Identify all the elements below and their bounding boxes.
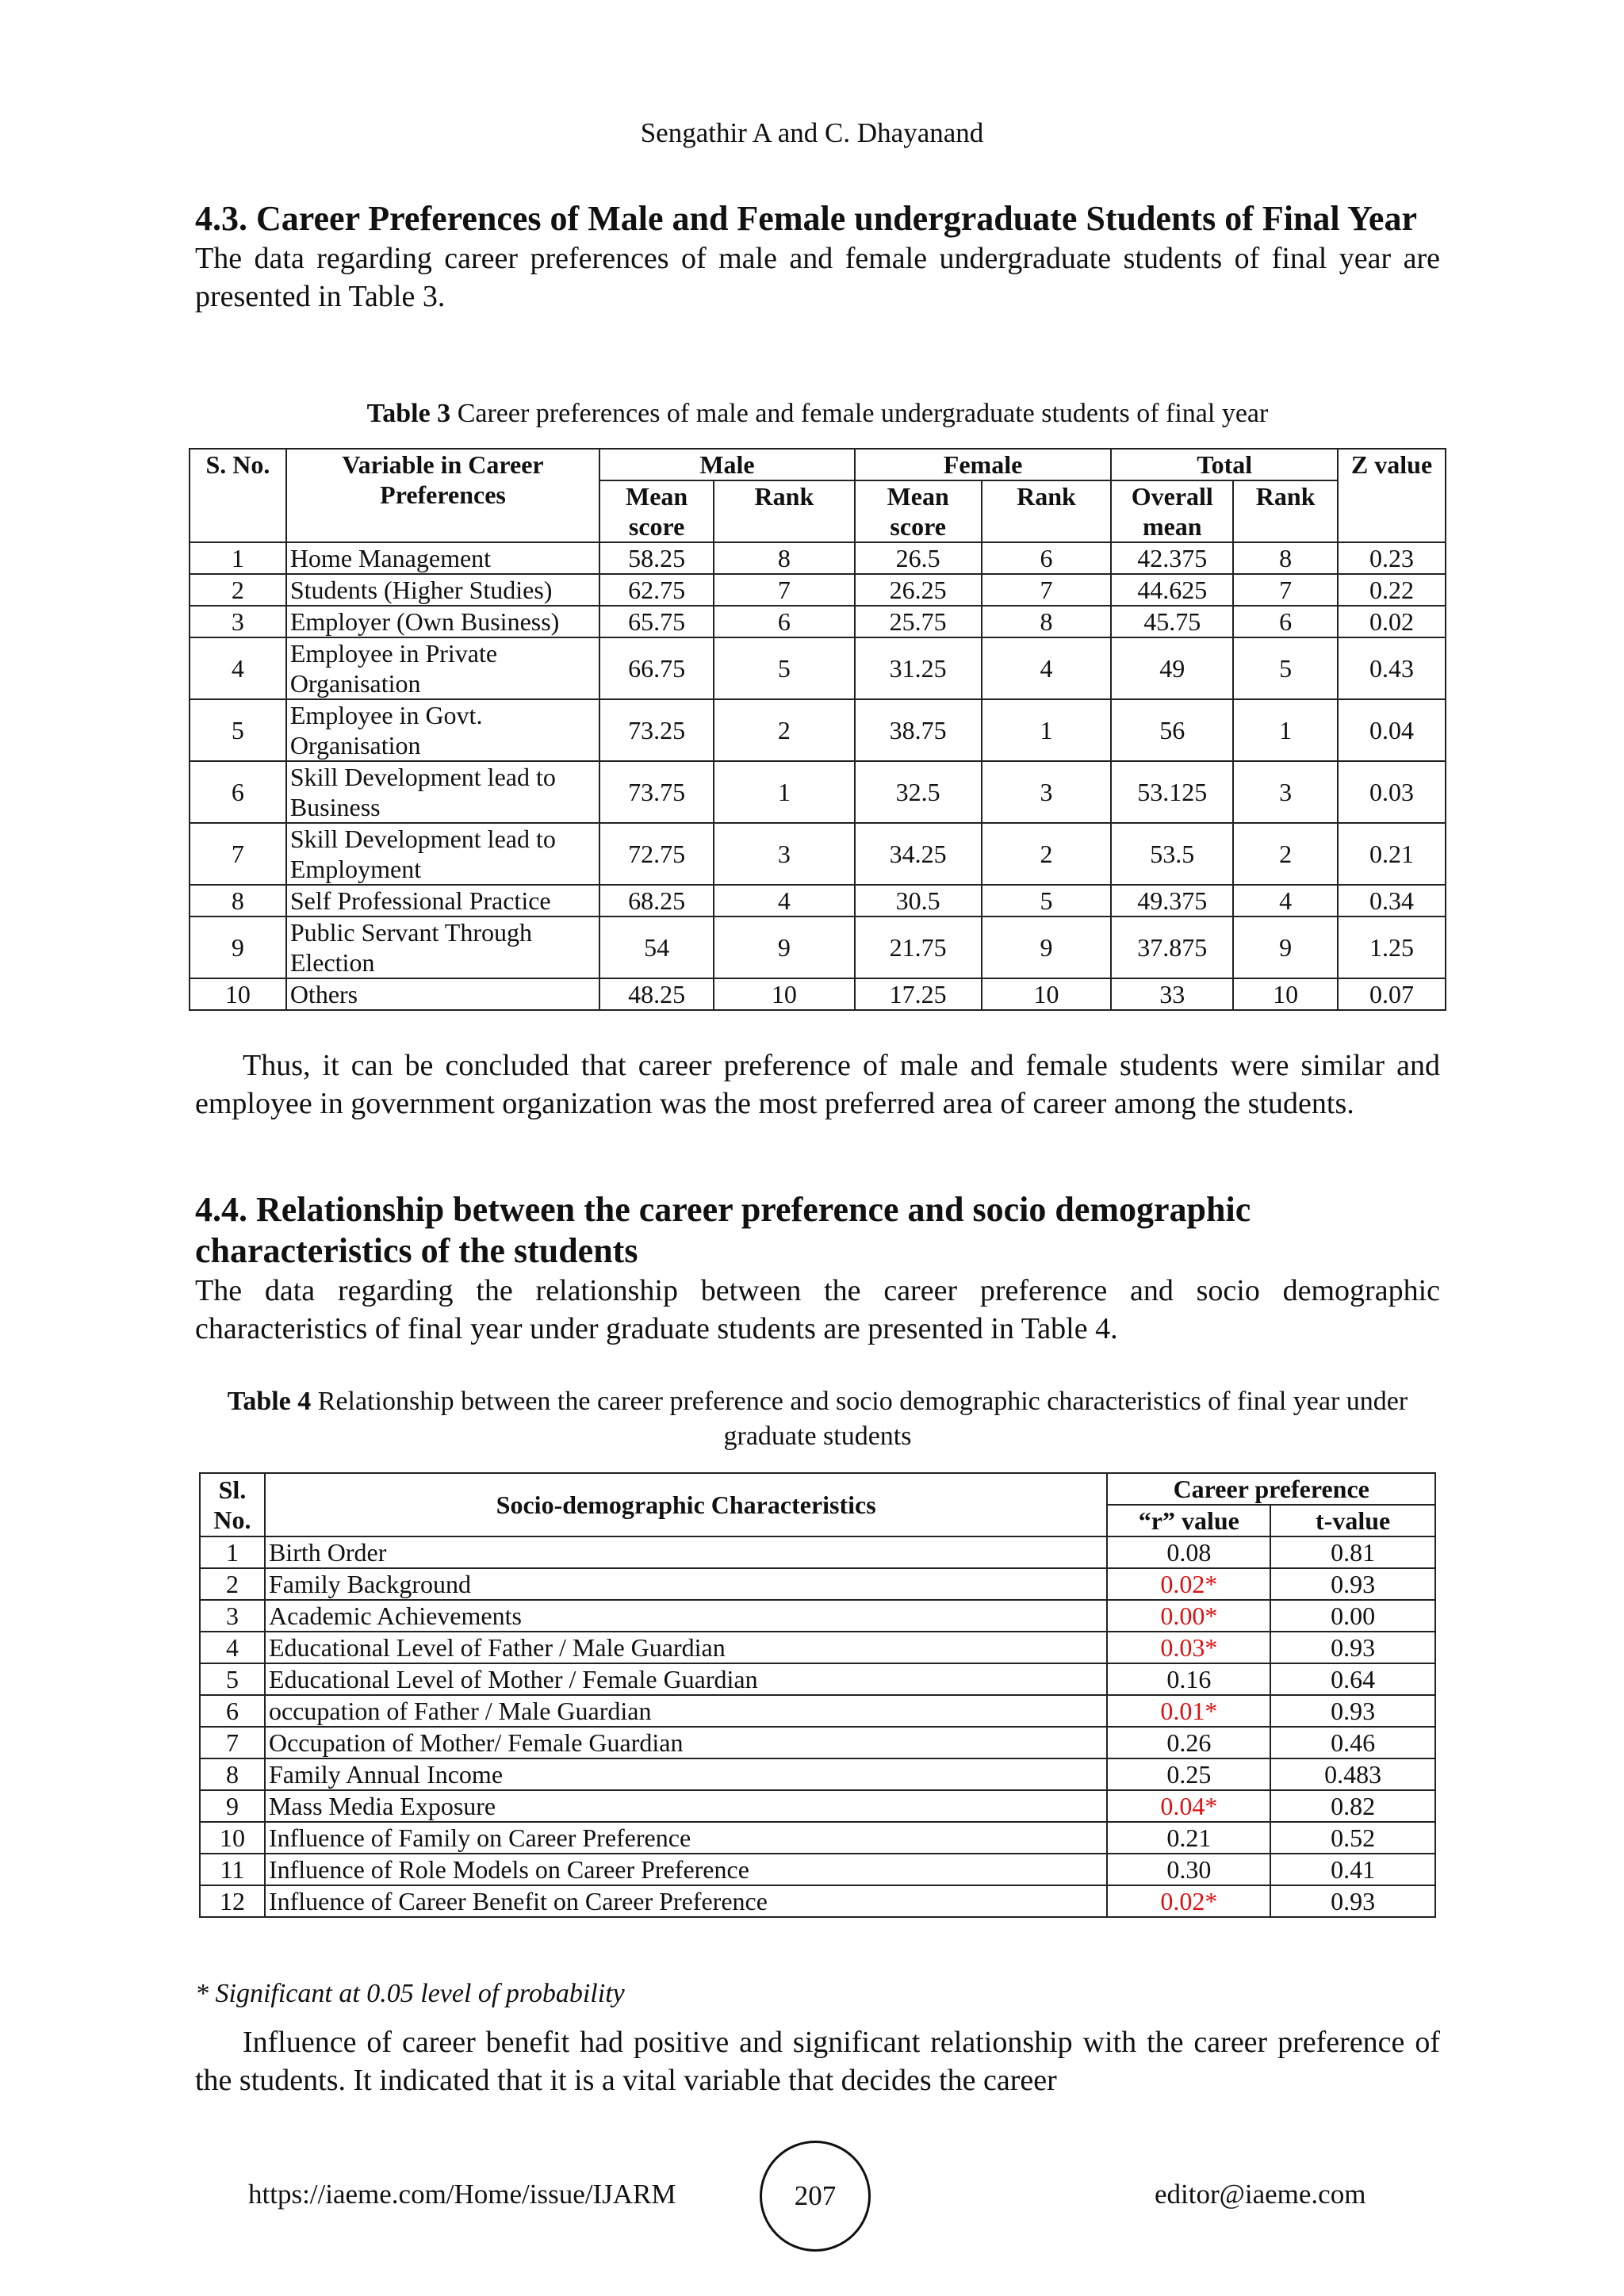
table-3-overall-mean-cell: 49.375 [1111,885,1233,916]
section-4-4-conclusion: Influence of career benefit had positive and significant relationship with the career preference of the students. It indicated that it is a vital variable that decides the career [195,2026,1440,2097]
table-3-overall-mean-cell: 33 [1111,978,1233,1010]
table-3-overall-mean-cell: 37.875 [1111,916,1233,978]
table-3-variable-cell: Students (Higher Studies) [286,574,599,606]
table-3-caption [195,396,1440,431]
table-4-characteristic-cell: Educational Level of Mother / Female Guardian [265,1663,1107,1695]
table-3-overall-mean-cell: 42.375 [1111,542,1233,574]
table-3-sno-cell: 1 [190,542,286,574]
table-4-slno-cell: 12 [200,1885,265,1917]
table-3-header-overall-mean: Overall mean [1111,480,1233,542]
table-3-female-mean-cell: 38.75 [855,699,982,761]
table-3-header-female: Female [855,449,1112,480]
table-4-row [200,1695,1435,1727]
table-3-sno-cell: 9 [190,916,286,978]
table-4-t-value-cell: 0.64 [1270,1663,1435,1695]
table-4-t-value-cell: 0.82 [1270,1790,1435,1822]
table-3-overall-mean-cell: 49 [1111,637,1233,699]
table-3-overall-mean-cell: 56 [1111,699,1233,761]
table-4-slno-cell: 3 [200,1600,265,1632]
table-4-row [200,1632,1435,1663]
page-footer [0,2141,1624,2252]
table-3-male-rank-cell: 7 [714,574,855,606]
table-4-r-value-cell: 0.02* [1107,1885,1270,1917]
table-3-female-rank-cell: 7 [982,574,1112,606]
table-4-characteristic-cell: Influence of Role Models on Career Preference [265,1854,1107,1885]
table-3-total-rank-cell: 10 [1233,978,1338,1010]
table-4-t-value-cell: 0.81 [1270,1536,1435,1568]
table-4-slno-cell: 2 [200,1568,265,1600]
table-3-total-rank-cell: 8 [1233,542,1338,574]
table-3-z-value-cell: 0.03 [1338,761,1446,823]
section-4-3-title: 4.3. Career Preferences of Male and Female undergraduate Students of Final Year [195,199,1417,238]
table-3-total-rank-cell: 5 [1233,637,1338,699]
table-3-male-rank-cell: 5 [714,637,855,699]
table-3-total-rank-cell: 4 [1233,885,1338,916]
table-3-z-value-cell: 1.25 [1338,916,1446,978]
table-3-row [190,699,1446,761]
table-3-variable-cell: Employer (Own Business) [286,606,599,637]
section-4-3-conclusion: Thus, it can be concluded that career preference of male and female students were similar and employee in government organization was the most preferred area of career among the students. [195,1049,1440,1120]
table-3-z-value-cell: 0.43 [1338,637,1446,699]
table-4-row [200,1758,1435,1790]
table-3-sno-cell: 8 [190,885,286,916]
table-4-r-value-cell: 0.30 [1107,1854,1270,1885]
table-3-variable-cell: Skill Development lead to Business [286,761,599,823]
table-3-female-rank-cell: 10 [982,978,1112,1010]
table-3-header-male: Male [599,449,855,480]
table-4-r-value-cell: 0.25 [1107,1758,1270,1790]
table-3-male-rank-cell: 4 [714,885,855,916]
table-3-z-value-cell: 0.23 [1338,542,1446,574]
table-3-sno-cell: 6 [190,761,286,823]
table-4-characteristic-cell: Birth Order [265,1536,1107,1568]
table-3-male-mean-cell: 62.75 [599,574,714,606]
footer-url-link[interactable]: https://iaeme.com/Home/issue/IJARM [248,2179,676,2210]
section-4-3-conclusion-block [195,1047,1440,1123]
table-4-r-value-cell: 0.16 [1107,1663,1270,1695]
table-3-overall-mean-cell: 53.5 [1111,823,1233,885]
section-4-4 [195,1189,1440,1348]
table-4-characteristic-cell: Mass Media Exposure [265,1790,1107,1822]
table-3-total-rank-cell: 1 [1233,699,1338,761]
section-4-4-title: 4.4. Relationship between the career preference and socio demographic characteristics of the students [195,1190,1251,1270]
table-4-t-value-cell: 0.93 [1270,1695,1435,1727]
table-3-header-male-rank: Rank [714,480,855,542]
table-4-slno-cell: 11 [200,1854,265,1885]
table-3-row [190,978,1446,1010]
table-4-t-value-cell: 0.52 [1270,1822,1435,1854]
table-3-female-rank-cell: 8 [982,606,1112,637]
table-3-male-mean-cell: 73.75 [599,761,714,823]
table-4-slno-cell: 10 [200,1822,265,1854]
table-3-row [190,542,1446,574]
table-3-male-mean-cell: 66.75 [599,637,714,699]
table-3-total-rank-cell: 7 [1233,574,1338,606]
table-3-header-total-rank: Rank [1233,480,1338,542]
table-3-header-total: Total [1111,449,1338,480]
table-4-row [200,1600,1435,1632]
table-3-caption-text: Career preferences of male and female undergraduate students of final year [457,399,1269,428]
table-3-total-rank-cell: 6 [1233,606,1338,637]
table-3-variable-cell: Employee in Private Organisation [286,637,599,699]
section-4-3-intro: The data regarding career preferences of male and female undergraduate students of final year are presented in Table 3. [195,242,1440,313]
table-3-z-value-cell: 0.34 [1338,885,1446,916]
table-4-r-value-cell: 0.21 [1107,1822,1270,1854]
table-3-female-mean-cell: 25.75 [855,606,982,637]
table-3-sno-cell: 5 [190,699,286,761]
table-3-variable-cell: Public Servant Through Election [286,916,599,978]
table-3-row [190,823,1446,885]
table-4-r-value-cell: 0.01* [1107,1695,1270,1727]
table-3-female-rank-cell: 5 [982,885,1112,916]
table-4-header-r-value: “r” value [1107,1505,1270,1536]
table-3 [189,448,1446,1011]
table-3-variable-cell: Self Professional Practice [286,885,599,916]
table-3-row [190,606,1446,637]
table-3-male-rank-cell: 9 [714,916,855,978]
table-4-footnote-block [195,1979,1440,2009]
table-3-male-mean-cell: 73.25 [599,699,714,761]
table-4-t-value-cell: 0.00 [1270,1600,1435,1632]
table-4-row [200,1885,1435,1917]
table-4-row [200,1854,1435,1885]
table-4-r-value-cell: 0.02* [1107,1568,1270,1600]
table-3-overall-mean-cell: 53.125 [1111,761,1233,823]
table-3-z-value-cell: 0.22 [1338,574,1446,606]
table-4-row [200,1536,1435,1568]
table-3-z-value-cell: 0.07 [1338,978,1446,1010]
section-4-4-conclusion-block [195,2023,1440,2099]
table-3-variable-cell: Employee in Govt. Organisation [286,699,599,761]
table-3-female-mean-cell: 32.5 [855,761,982,823]
table-3-female-mean-cell: 17.25 [855,978,982,1010]
table-4-r-value-cell: 0.03* [1107,1632,1270,1663]
page-number: 207 [760,2141,871,2252]
table-3-total-rank-cell: 2 [1233,823,1338,885]
table-4-t-value-cell: 0.93 [1270,1568,1435,1600]
table-4-t-value-cell: 0.483 [1270,1758,1435,1790]
table-4-characteristic-cell: Family Annual Income [265,1758,1107,1790]
table-3-male-mean-cell: 54 [599,916,714,978]
table-3-male-rank-cell: 6 [714,606,855,637]
table-3-header-sno: S. No. [190,449,286,542]
table-4-row [200,1727,1435,1758]
table-3-male-mean-cell: 48.25 [599,978,714,1010]
table-3-male-rank-cell: 2 [714,699,855,761]
table-4-row [200,1790,1435,1822]
table-4-characteristic-cell: Influence of Career Benefit on Career Preference [265,1885,1107,1917]
table-3-overall-mean-cell: 45.75 [1111,606,1233,637]
table-4-row [200,1568,1435,1600]
page-header-authors: Sengathir A and C. Dhayanand [640,117,984,148]
table-3-female-mean-cell: 31.25 [855,637,982,699]
table-3-sno-cell: 3 [190,606,286,637]
table-4-slno-cell: 7 [200,1727,265,1758]
table-4-caption-text: Relationship between the career preference and socio demographic characteristics of final year under graduate students [317,1387,1408,1451]
table-3-female-mean-cell: 26.25 [855,574,982,606]
table-3-female-rank-cell: 4 [982,637,1112,699]
table-3-z-value-cell: 0.21 [1338,823,1446,885]
table-4-header-characteristics: Socio-demographic Characteristics [265,1473,1107,1536]
table-3-overall-mean-cell: 44.625 [1111,574,1233,606]
table-4-row [200,1822,1435,1854]
table-3-z-value-cell: 0.02 [1338,606,1446,637]
table-4-characteristic-cell: Educational Level of Father / Male Guardian [265,1632,1107,1663]
table-4-slno-cell: 1 [200,1536,265,1568]
table-4-footnote: * Significant at 0.05 level of probability [195,1979,625,2008]
table-4-slno-cell: 4 [200,1632,265,1663]
table-4-r-value-cell: 0.08 [1107,1536,1270,1568]
table-4-t-value-cell: 0.93 [1270,1632,1435,1663]
table-3-female-rank-cell: 2 [982,823,1112,885]
table-3-male-mean-cell: 72.75 [599,823,714,885]
table-3-female-rank-cell: 6 [982,542,1112,574]
table-4-r-value-cell: 0.00* [1107,1600,1270,1632]
table-3-row [190,637,1446,699]
table-3-row [190,761,1446,823]
table-4-slno-cell: 9 [200,1790,265,1822]
table-3-sno-cell: 10 [190,978,286,1010]
table-4-slno-cell: 6 [200,1695,265,1727]
table-4-caption [195,1384,1440,1454]
table-3-z-value-cell: 0.04 [1338,699,1446,761]
table-3-variable-cell: Others [286,978,599,1010]
table-4-t-value-cell: 0.41 [1270,1854,1435,1885]
table-3-female-mean-cell: 21.75 [855,916,982,978]
table-4-t-value-cell: 0.93 [1270,1885,1435,1917]
table-3-total-rank-cell: 3 [1233,761,1338,823]
table-4-r-value-cell: 0.04* [1107,1790,1270,1822]
table-3-male-rank-cell: 10 [714,978,855,1010]
table-3-total-rank-cell: 9 [1233,916,1338,978]
table-4-caption-label: Table 4 [227,1387,312,1416]
table-3-female-mean-cell: 26.5 [855,542,982,574]
section-4-4-intro: The data regarding the relationship between the career preference and socio demographic characteristics of final year under graduate students are presented in Table 4. [195,1274,1440,1345]
table-4-characteristic-cell: Academic Achievements [265,1600,1107,1632]
table-3-variable-cell: Skill Development lead to Employment [286,823,599,885]
table-4-t-value-cell: 0.46 [1270,1727,1435,1758]
table-4-characteristic-cell: occupation of Father / Male Guardian [265,1695,1107,1727]
table-3-male-rank-cell: 3 [714,823,855,885]
table-3-female-mean-cell: 30.5 [855,885,982,916]
table-3-male-mean-cell: 58.25 [599,542,714,574]
table-4-characteristic-cell: Influence of Family on Career Preference [265,1822,1107,1854]
table-3-male-mean-cell: 65.75 [599,606,714,637]
table-4 [199,1472,1436,1918]
table-4-characteristic-cell: Occupation of Mother/ Female Guardian [265,1727,1107,1758]
table-4-row [200,1663,1435,1695]
table-3-row [190,916,1446,978]
table-3-sno-cell: 7 [190,823,286,885]
table-3-row [190,574,1446,606]
table-3-header-z: Z value [1338,449,1446,542]
footer-email-link[interactable]: editor@iaeme.com [1155,2179,1366,2210]
table-3-male-rank-cell: 1 [714,761,855,823]
table-3-female-mean-cell: 34.25 [855,823,982,885]
table-3-male-rank-cell: 8 [714,542,855,574]
table-3-row [190,885,1446,916]
table-4-r-value-cell: 0.26 [1107,1727,1270,1758]
table-3-variable-cell: Home Management [286,542,599,574]
table-3-male-mean-cell: 68.25 [599,885,714,916]
table-3-female-rank-cell: 9 [982,916,1112,978]
table-4-slno-cell: 5 [200,1663,265,1695]
table-4-characteristic-cell: Family Background [265,1568,1107,1600]
table-4-header-t-value: t-value [1270,1505,1435,1536]
table-4-header-slno: Sl. No. [200,1473,265,1536]
table-3-sno-cell: 2 [190,574,286,606]
table-3-header-male-mean: Mean score [599,480,714,542]
table-4-header-career-preference: Career preference [1107,1473,1435,1505]
table-3-female-rank-cell: 1 [982,699,1112,761]
table-3-header-variable: Variable in Career Preferences [286,449,599,542]
table-3-caption-label: Table 3 [366,399,451,428]
table-3-header-female-mean: Mean score [855,480,982,542]
table-3-sno-cell: 4 [190,637,286,699]
table-4-slno-cell: 8 [200,1758,265,1790]
table-3-header-female-rank: Rank [982,480,1112,542]
table-3-female-rank-cell: 3 [982,761,1112,823]
section-4-3 [195,198,1440,316]
